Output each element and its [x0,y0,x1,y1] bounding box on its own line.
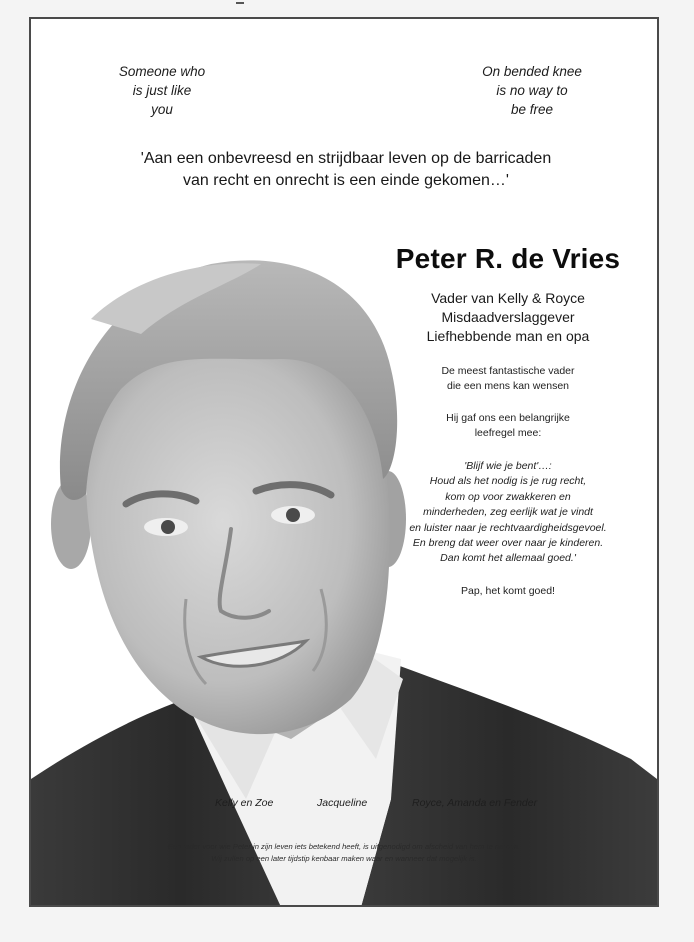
quote-right-line: is no way to [496,83,568,98]
quote-left-line: is just like [132,83,192,98]
lesson-quote-line: En breng dat weer over naar je kinderen. [412,537,604,550]
text-column [376,241,640,599]
roles-list [376,289,640,346]
obituary-notice [29,17,659,907]
signer: Kelly en Zoe [215,797,274,809]
best-father-line: De meest fantastische vader [441,365,575,377]
footnote-line: Wij zullen op een later tijdstip kenbaar maken waar en wanneer dat mogelijk is. [211,854,477,863]
deceased-name: Peter R. de Vries [395,243,621,274]
signer: Jacqueline [317,797,368,809]
signer: Royce, Amanda en Fender [412,797,538,809]
lesson-quote-line: Dan komt het allemaal goed.' [440,552,576,565]
motto-line: 'Aan een onbevreesd en strijdbaar leven op de barricaden [140,150,552,167]
motto-line: van recht en onrecht is een einde gekomen…' [183,172,509,189]
role-line: Misdaadverslaggever [441,309,575,325]
best-father-text [376,364,640,394]
life-lesson-quote [376,459,640,567]
lesson-intro-line: Hij gaf ons een belangrijke [446,412,570,424]
best-father-line: die een mens kan wensen [447,380,569,392]
lesson-quote-line: 'Blijf wie je bent'…: [464,460,552,472]
song-quote-left [87,62,237,119]
closing-line: Pap, het komt goed! [461,584,555,597]
lesson-quote-line: minderheden, zeg eerlijk wat je vindt [423,506,593,519]
song-quote-right [457,62,607,119]
motto-quote [91,148,601,192]
lesson-quote-line: Houd als het nodig is je rug recht, [429,475,587,488]
quote-left-line: you [151,102,173,117]
print-mark [236,2,244,4]
lesson-intro-line: leefregel mee: [474,427,542,439]
role-line: Vader van Kelly & Royce [431,290,585,306]
role-line: Liefhebbende man en opa [426,328,590,344]
lesson-quote-line: kom op voor zwakkeren en [445,490,571,503]
quote-right-line: be free [510,102,554,117]
footnote-line: Een ieder voor wie Peter in zijn leven iets betekend heeft, is uitgenodigd om afscheid van hem te nemen. [167,842,521,851]
quote-left-line: Someone who [118,64,206,79]
quote-right-line: On bended knee [482,64,582,79]
signers-row [31,797,657,813]
farewell-footnote [71,841,617,865]
lesson-quote-line: en luister naar je rechtvaardigheidsgevoel. [409,521,607,534]
lesson-intro [376,411,640,441]
